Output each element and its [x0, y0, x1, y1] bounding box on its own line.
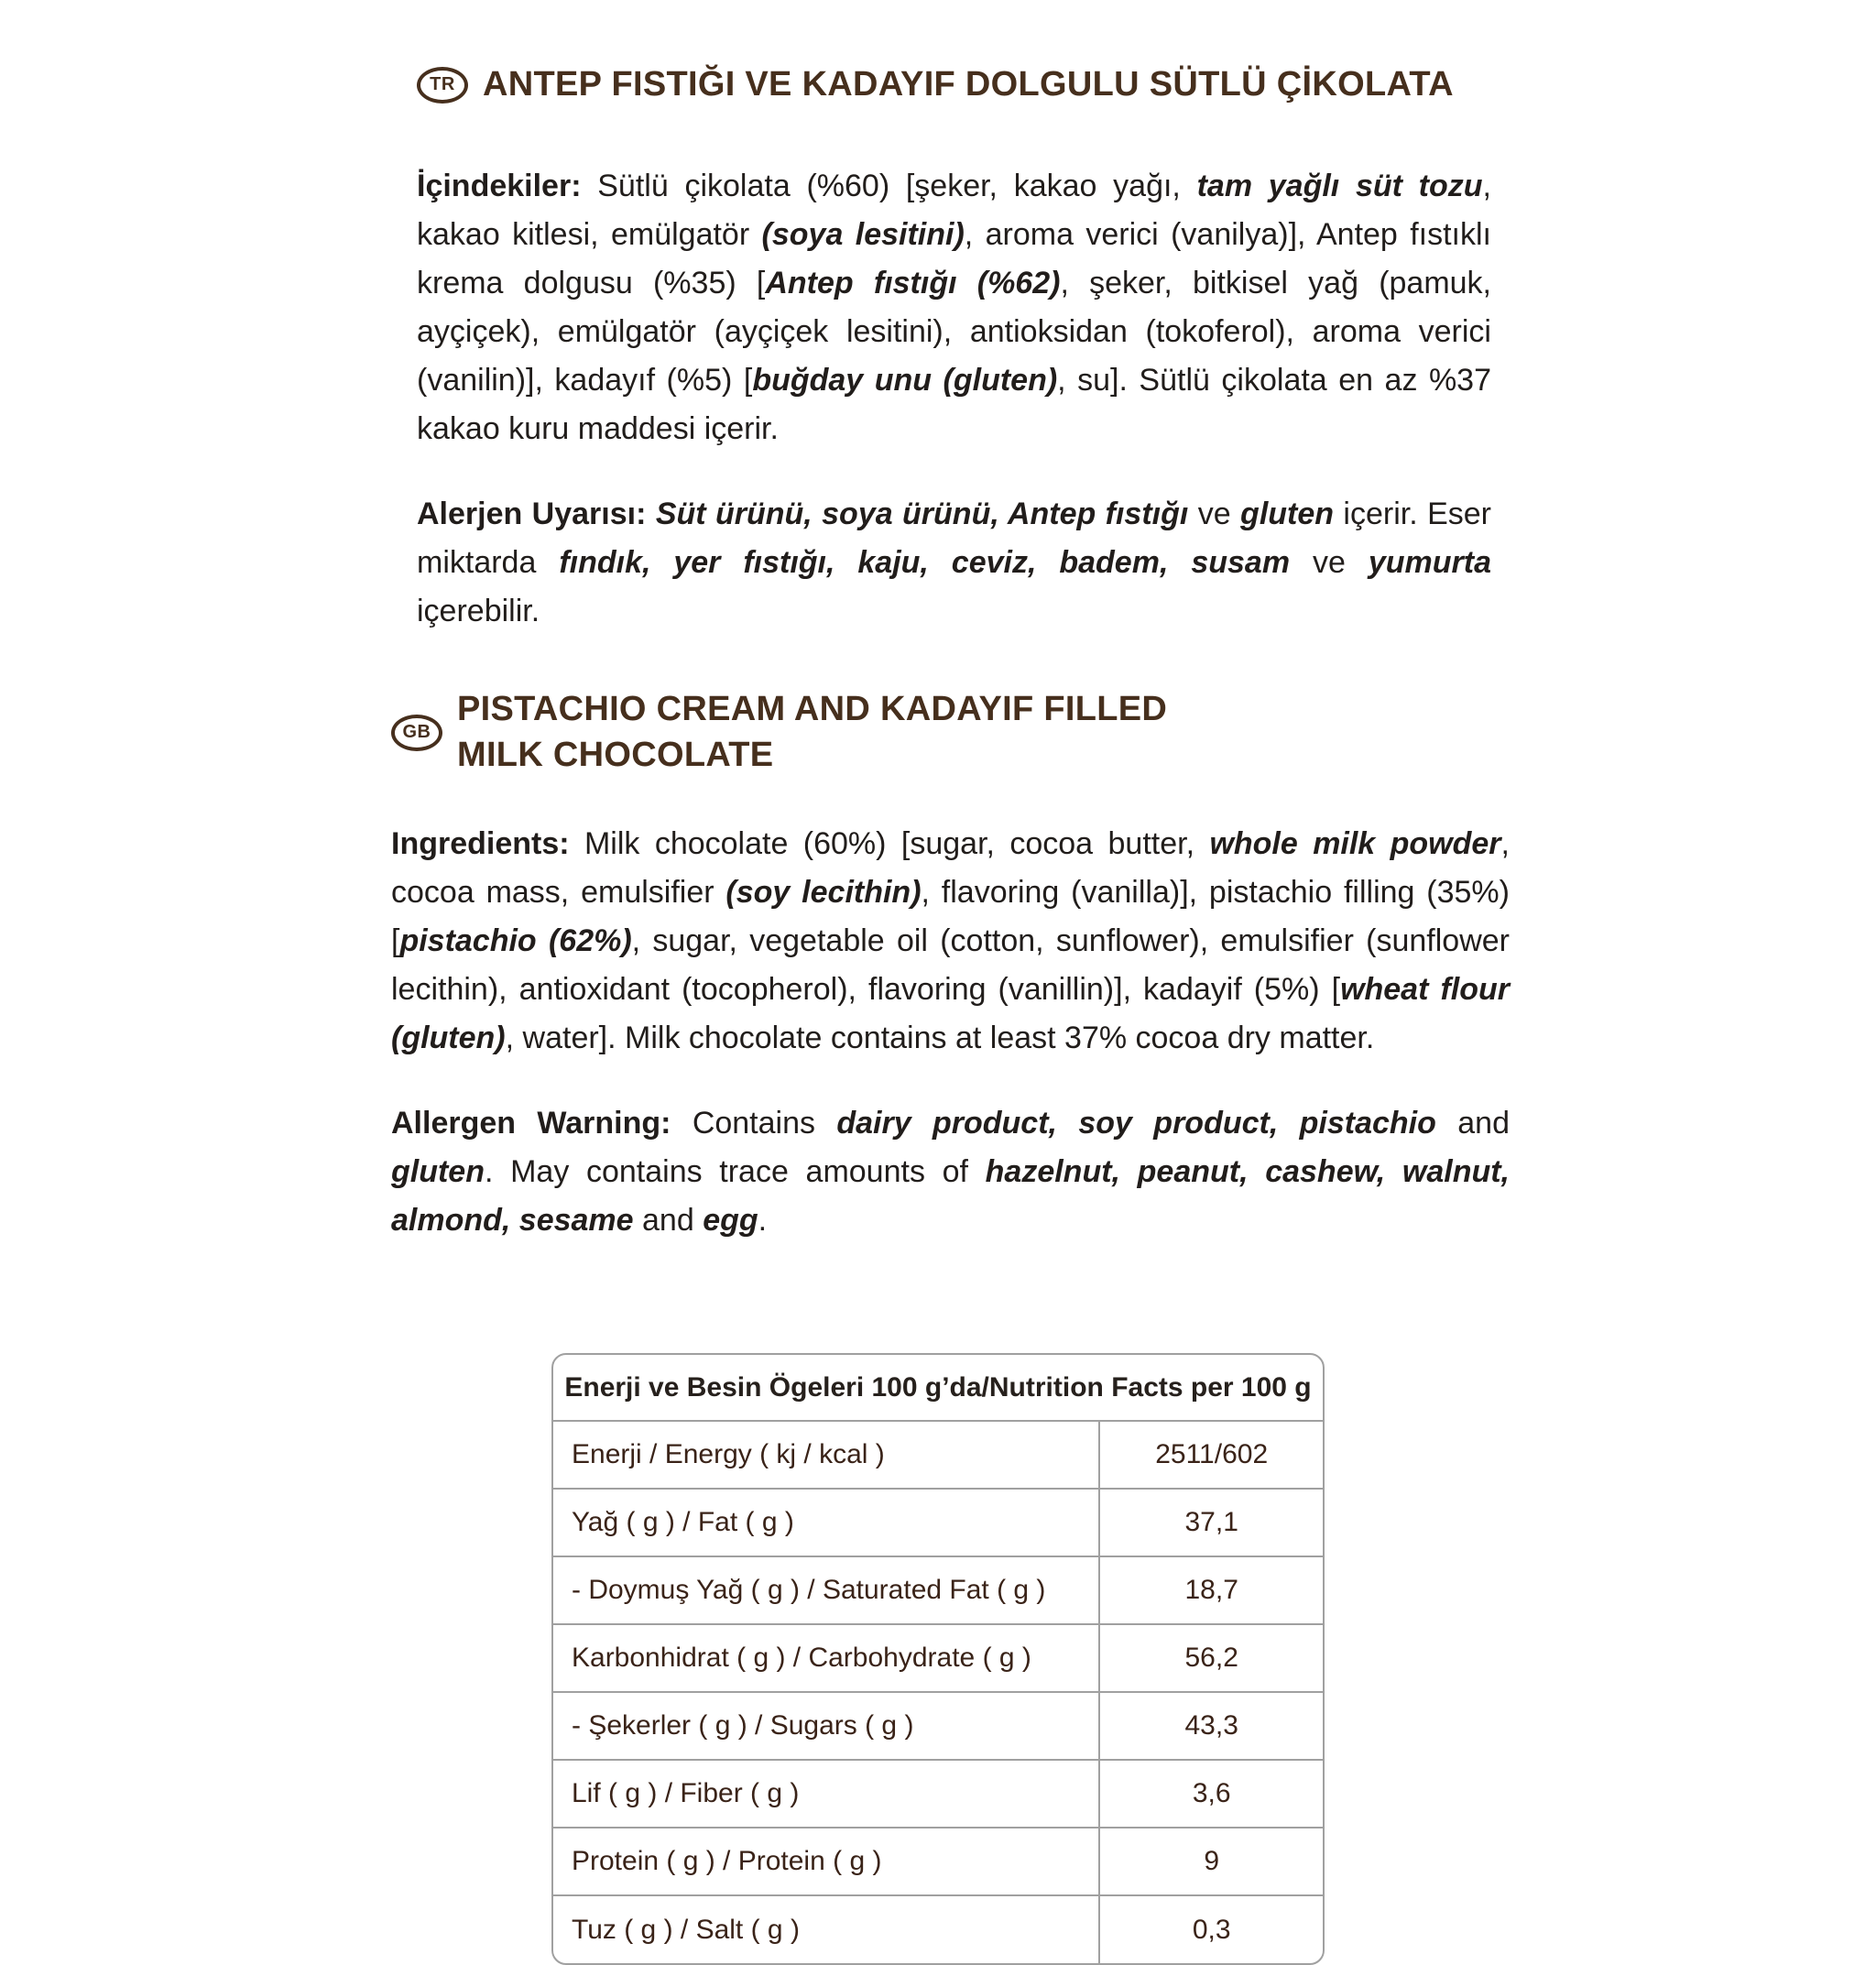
text-segment: Allergen Warning:: [391, 1106, 693, 1141]
turkish-section: [417, 62, 1491, 636]
english-ingredients-paragraph: [391, 820, 1510, 1063]
text-segment: . May contains trace amounts of: [484, 1154, 986, 1190]
nutrient-value: 0,3: [1099, 1895, 1323, 1963]
nutrient-label: Yağ ( g ) / Fat ( g ): [553, 1489, 1099, 1556]
table-row: [553, 1556, 1323, 1624]
table-row: [553, 1624, 1323, 1692]
nutrient-label: - Şekerler ( g ) / Sugars ( g ): [553, 1692, 1099, 1760]
nutrient-label: Enerji / Energy ( kj / kcal ): [553, 1421, 1099, 1489]
english-heading-row: [391, 687, 1510, 778]
nutrient-label: Lif ( g ) / Fiber ( g ): [553, 1760, 1099, 1828]
table-row: [553, 1692, 1323, 1760]
text-segment: ve: [1290, 545, 1369, 581]
text-segment: buğday unu (gluten): [752, 363, 1058, 398]
text-segment: Ingredients:: [391, 826, 584, 862]
tr-language-badge-icon: TR: [417, 67, 468, 104]
english-allergen-paragraph: [391, 1099, 1510, 1245]
text-segment: İçindekiler:: [417, 169, 598, 204]
text-segment: ve: [1188, 497, 1241, 532]
text-segment: .: [758, 1203, 768, 1239]
nutrient-value: 3,6: [1099, 1760, 1323, 1828]
text-segment: hazelnut, peanut, cashew, walnut, almond, sesame: [391, 1154, 1511, 1239]
text-segment: (soya lesitini): [761, 217, 965, 253]
text-segment: and: [1435, 1106, 1510, 1141]
turkish-ingredients-paragraph: [417, 162, 1491, 453]
text-segment: Antep fıstığı (%62): [765, 266, 1061, 301]
nutrient-value: 56,2: [1099, 1624, 1323, 1692]
text-segment: dairy product, soy product, pistachio: [836, 1106, 1436, 1141]
turkish-heading-row: [417, 62, 1491, 107]
nutrient-value: 18,7: [1099, 1556, 1323, 1624]
english-product-title: PISTACHIO CREAM AND KADAYIF FILLED MILK CHOCOLATE: [457, 690, 1168, 774]
nutrient-label: Tuz ( g ) / Salt ( g ): [572, 1914, 800, 1945]
nutrition-table-header-row: [553, 1355, 1323, 1421]
nutrition-facts-table: [551, 1353, 1325, 1965]
gb-language-badge-icon: GB: [391, 715, 442, 751]
text-segment: Süt ürünü, soya ürünü, Antep fıstığı: [655, 497, 1189, 532]
text-segment: , aroma verici (vanilya)], Antep fıstıklı krema dolgusu (%35) [: [417, 217, 1491, 301]
table-row: [553, 1421, 1323, 1489]
table-row: [553, 1828, 1323, 1895]
text-segment: fındık, yer fıstığı, kaju, ceviz, badem, susam: [559, 545, 1291, 581]
text-segment: pistachio (62%): [399, 923, 632, 959]
text-segment: gluten: [391, 1154, 485, 1190]
text-segment: Contains: [692, 1106, 837, 1141]
turkish-allergen-paragraph: [417, 490, 1491, 636]
text-segment: , su]. Sütlü çikolata en az %37 kakao kuru maddesi içerir.: [417, 363, 1492, 447]
text-segment: whole milk powder: [1209, 826, 1501, 862]
table-row: [553, 1895, 1323, 1963]
table-row: [553, 1489, 1323, 1556]
nutrient-value: 9: [1099, 1828, 1323, 1895]
turkish-product-title: ANTEP FISTIĞI VE KADAYIF DOLGULU SÜTLÜ ÇİKOLATA: [483, 65, 1454, 104]
nutrition-table-body: [553, 1421, 1323, 1963]
text-segment: yumurta: [1368, 545, 1491, 581]
text-segment: içerir. Eser miktarda: [417, 497, 1491, 581]
nutrient-label: - Doymuş Yağ ( g ) / Saturated Fat ( g ): [553, 1556, 1099, 1624]
text-segment: wheat flour (gluten): [391, 972, 1510, 1056]
nutrient-label: Karbonhidrat ( g ) / Carbohydrate ( g ): [553, 1624, 1099, 1692]
table-row: [553, 1760, 1323, 1828]
text-segment: , cocoa mass, emulsifier: [391, 826, 1510, 911]
text-segment: Milk chocolate (60%) [sugar, cocoa butter,: [584, 826, 1210, 862]
text-segment: , flavoring (vanilla)], pistachio filling (35%) [: [391, 875, 1510, 959]
text-segment: egg: [703, 1203, 758, 1239]
text-segment: and: [633, 1203, 704, 1239]
text-segment: tam yağlı süt tozu: [1196, 169, 1483, 204]
nutrient-value: 43,3: [1099, 1692, 1323, 1760]
text-segment: Sütlü çikolata (%60) [şeker, kakao yağı,: [597, 169, 1197, 204]
nutrient-value: 2511/602: [1099, 1421, 1323, 1489]
nutrition-table-title: Enerji ve Besin Ögeleri 100 g’da/Nutrition Facts per 100 g: [553, 1355, 1323, 1421]
nutrient-value: 37,1: [1099, 1489, 1323, 1556]
text-segment: gluten: [1240, 497, 1335, 532]
text-segment: (soy lecithin): [725, 875, 922, 911]
text-segment: , şeker, bitkisel yağ (pamuk, ayçiçek), emülgatör (ayçiçek lesitini), antioksidan (tokoferol), aroma verici (vanilin)], kadayıf (%5) [: [417, 266, 1492, 398]
text-segment: , sugar, vegetable oil (cotton, sunflower), emulsifier (sunflower lecithin), antioxidant (tocopherol), flavoring (vanillin)], kadayif (5%) [: [391, 923, 1510, 1008]
text-segment: , water]. Milk chocolate contains at least 37% cocoa dry matter.: [505, 1021, 1375, 1056]
text-segment: içerebilir.: [417, 594, 540, 629]
nutrient-label: Protein ( g ) / Protein ( g ): [553, 1828, 1099, 1895]
text-segment: , kakao kitlesi, emülgatör: [417, 169, 1491, 253]
text-segment: Alerjen Uyarısı:: [417, 497, 656, 532]
english-section: [391, 687, 1510, 1245]
